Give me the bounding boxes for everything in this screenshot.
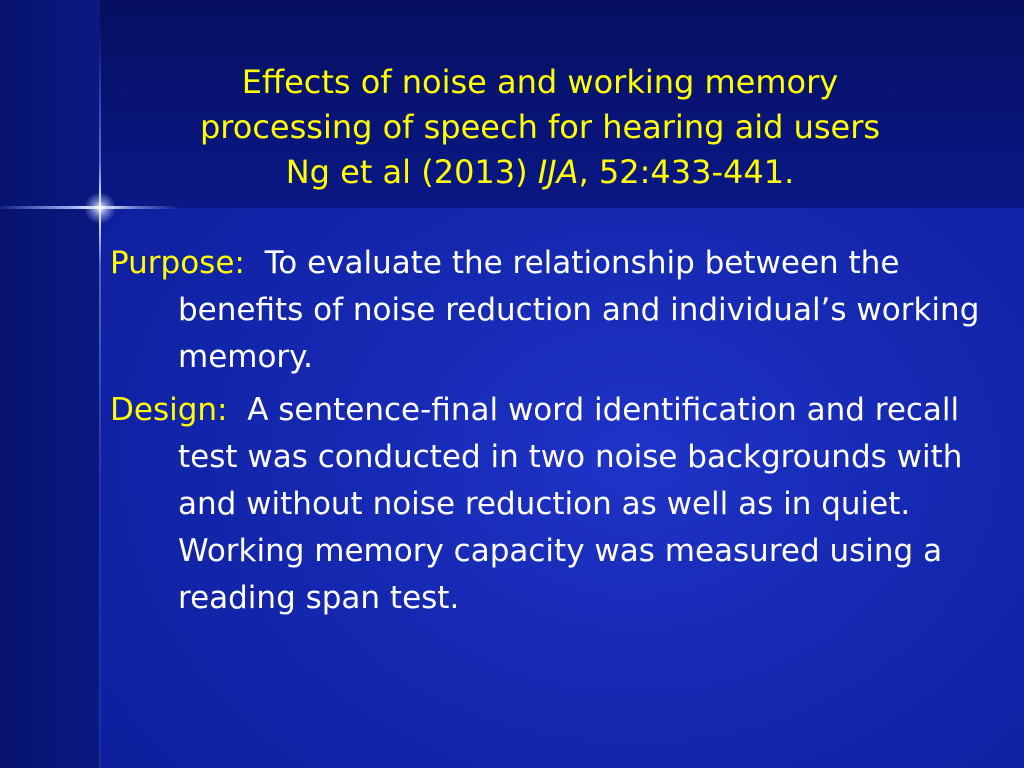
design-label: Design: (110, 392, 228, 428)
sparkle-icon (84, 192, 116, 224)
title-line-3 (110, 150, 970, 195)
purpose-label: Purpose: (110, 245, 245, 281)
slide-body (110, 240, 990, 628)
title-line-1: Effects of noise and working memory (241, 63, 839, 101)
design-paragraph (110, 387, 990, 622)
citation-journal: IJA (537, 153, 579, 191)
decorative-cross-vertical (99, 30, 101, 768)
slide-title (110, 60, 970, 195)
citation-volume-pages: , 52:433-441. (578, 153, 795, 191)
citation-authors: Ng et al (2013) (285, 153, 538, 191)
purpose-paragraph (110, 240, 990, 381)
left-band (0, 0, 100, 768)
title-line-2: processing of speech for hearing aid users (199, 108, 881, 146)
purpose-text: To evaluate the relationship between the benefits of noise reduction and individual’s working memory. (178, 245, 980, 375)
design-text: A sentence-final word identification and recall test was conducted in two noise backgrounds with and without noise reduction as well as in quiet. Working memory capacity was measured using a reading span test. (178, 392, 963, 616)
